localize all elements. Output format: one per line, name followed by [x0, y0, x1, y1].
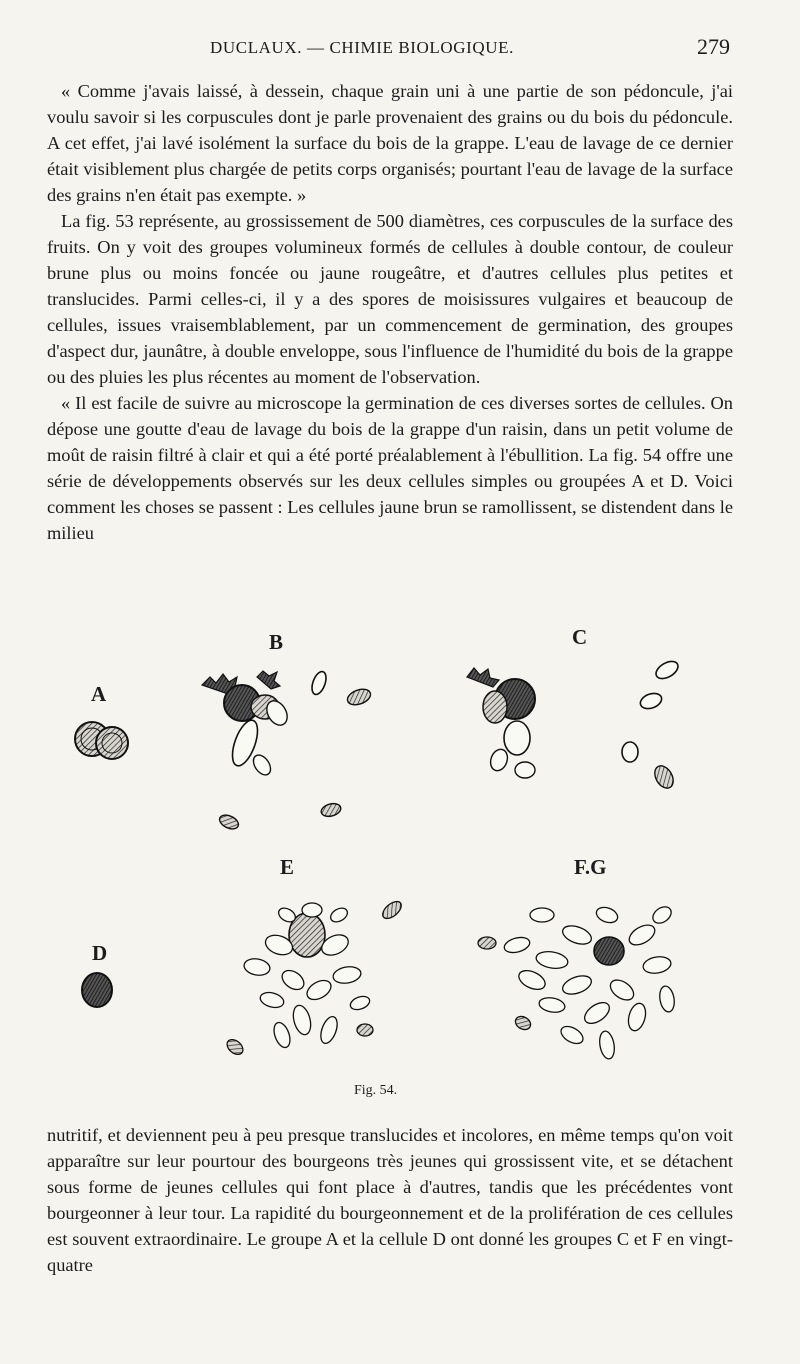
label-d: D: [92, 941, 108, 965]
running-title: DUCLAUX. — CHIMIE BIOLOGIQUE.: [210, 38, 515, 57]
paragraph: nutritif, et deviennent peu à peu presque translucides et incolores, en même temps qu'on voit apparaître sur leur pourtour des bourgeons très jeunes qui grossissent vite, et se détachent sous forme de jeunes cellules qui font place à d'autres, tandis que les précédentes vont bourgeonner à leur tour. La rapidité du bourgeonnement et de la prolifération de ces cellules est souvent extraordinaire. Le groupe A et la cellule D ont donné les groupes C et F en vingt-quatre: [47, 1125, 733, 1275]
figure-caption: Fig. 54.: [354, 1083, 398, 1098]
page-number: 279: [697, 34, 730, 59]
paragraph: « Il est facile de suivre au microscope la germination de ces diverses sortes de cellules. On dépose une goutte d'eau de lavage du bois de la grappe d'un raisin, dans un petit volume de moût de raisin filtré à clair et qui a été porté préalablement à l'ébullition. La fig. 54 offre une série de développements observés sur les deux cellules simples ou groupées A et D. Voici comment les choses se passent : Les cellules jaune brun se ramollissent, se distendent dans le milieu: [47, 393, 733, 543]
paragraph: La fig. 53 représente, au grossissement de 500 diamètres, ces corpuscules de la surface des fruits. On y voit des groupes volumineux formés de cellules à double contour, de couleur brune plus ou moins foncée ou jaune rougeâtre, et d'autres cellules plus petites et translucides. Parmi celles-ci, il y a des spores de moisissures vulgaires et beaucoup de cellules, issues vraisemblablement, par un commencement de germination, des groupes d'aspect dur, jaunâtre, à double enveloppe, sous l'influence de l'humidité du bois de la grappe ou des pluies les plus récentes au moment de l'observation.: [47, 211, 733, 387]
label-fg: F.G: [574, 855, 607, 879]
label-c: C: [572, 625, 588, 649]
text-block-bottom: [47, 1122, 733, 1278]
label-e: E: [280, 855, 295, 879]
cell-d: [82, 973, 112, 1007]
cell-illustration: [47, 615, 747, 1085]
paragraph: « Comme j'avais laissé, à dessein, chaque grain uni à une partie de son pédoncule, j'ai voulu savoir si les corpuscules dont je parle provenaient des grains ou du bois du pédoncule. A cet effet, j'ai lavé isolément la surface du bois de la grappe. L'eau de lavage de ce dernier était visiblement plus chargée de petits corps organisés; pourtant l'eau de lavage de la surface des grains n'en était pas exempte. »: [47, 81, 733, 205]
cell-group-c: [467, 658, 681, 791]
page-header: [60, 34, 730, 64]
text-block-top: [47, 78, 733, 546]
figure-54: [47, 615, 747, 1115]
cell-group-b: [202, 670, 373, 832]
label-b: B: [269, 630, 284, 654]
cell-group-a: [75, 722, 128, 759]
cell-group-e: [224, 898, 404, 1057]
cell-group-fg: [478, 904, 676, 1060]
label-a: A: [91, 682, 107, 706]
